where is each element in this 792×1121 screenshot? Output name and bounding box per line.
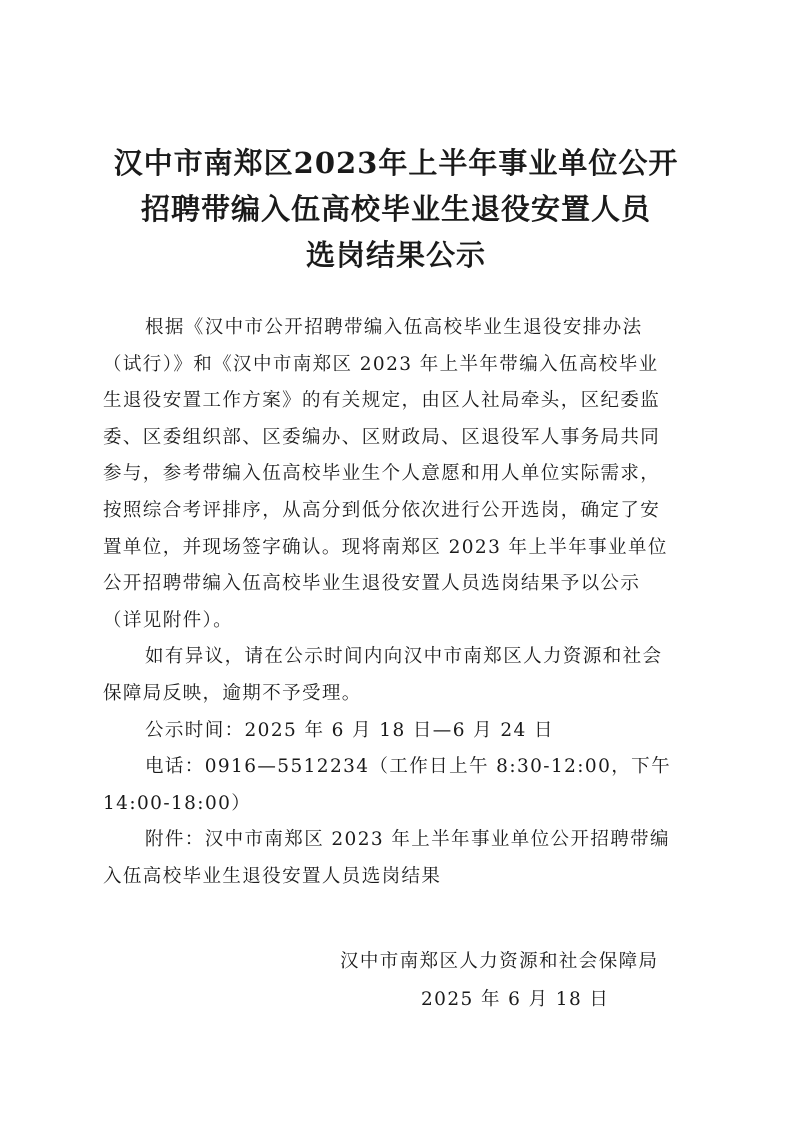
title-line-1: 汉中市南郑区2023年上半年事业单位公开 [113, 146, 679, 180]
body-line-4: 委、区委组织部、区委编办、区财政局、区退役军人事务局共同 [103, 426, 661, 448]
signature-date: 2025 年 6 月 18 日 [421, 989, 610, 1010]
document-title [0, 140, 792, 278]
contact-phone: 电话：0916—5512234（工作日上午 8:30-12:00，下午 [145, 756, 671, 778]
signature-organization: 汉中市南郑区人力资源和社会保障局 [340, 951, 659, 972]
body-line-3: 生退役安置工作方案》的有关规定，由区人社局牵头，区纪委监 [103, 390, 661, 412]
body-line-8: 公开招聘带编入伍高校毕业生退役安置人员选岗结果予以公示 [103, 573, 641, 595]
body-line-11: 保障局反映，逾期不予受理。 [103, 682, 362, 704]
body-line-1: 根据《汉中市公开招聘带编入伍高校毕业生退役安排办法 [145, 317, 643, 338]
body-line-7: 置单位，并现场签字确认。现将南郑区 2023 年上半年事业单位 [103, 536, 668, 558]
attachment-line-2: 入伍高校毕业生退役安置人员选岗结果 [103, 865, 442, 887]
body-line-9: （详见附件）。 [103, 609, 234, 631]
body-line-5: 参与，参考带编入伍高校毕业生个人意愿和用人单位实际需求， [103, 463, 661, 485]
contact-hours: 14:00-18:00） [103, 792, 252, 814]
body-line-6: 按照综合考评排序，从高分到低分依次进行公开选岗，确定了安 [103, 499, 661, 521]
publicity-period: 公示时间：2025 年 6 月 18 日—6 月 24 日 [145, 719, 554, 741]
attachment-line-1: 附件：汉中市南郑区 2023 年上半年事业单位公开招聘带编 [145, 829, 670, 851]
body-line-10: 如有异议，请在公示时间内向汉中市南郑区人力资源和社会 [145, 646, 663, 668]
body-line-2: （试行）》和《汉中市南郑区 2023 年上半年带编入伍高校毕业 [103, 353, 659, 375]
document-body [103, 310, 693, 896]
title-line-3: 选岗结果公示 [305, 238, 486, 272]
title-line-2: 招聘带编入伍高校毕业生退役安置人员 [140, 192, 651, 226]
